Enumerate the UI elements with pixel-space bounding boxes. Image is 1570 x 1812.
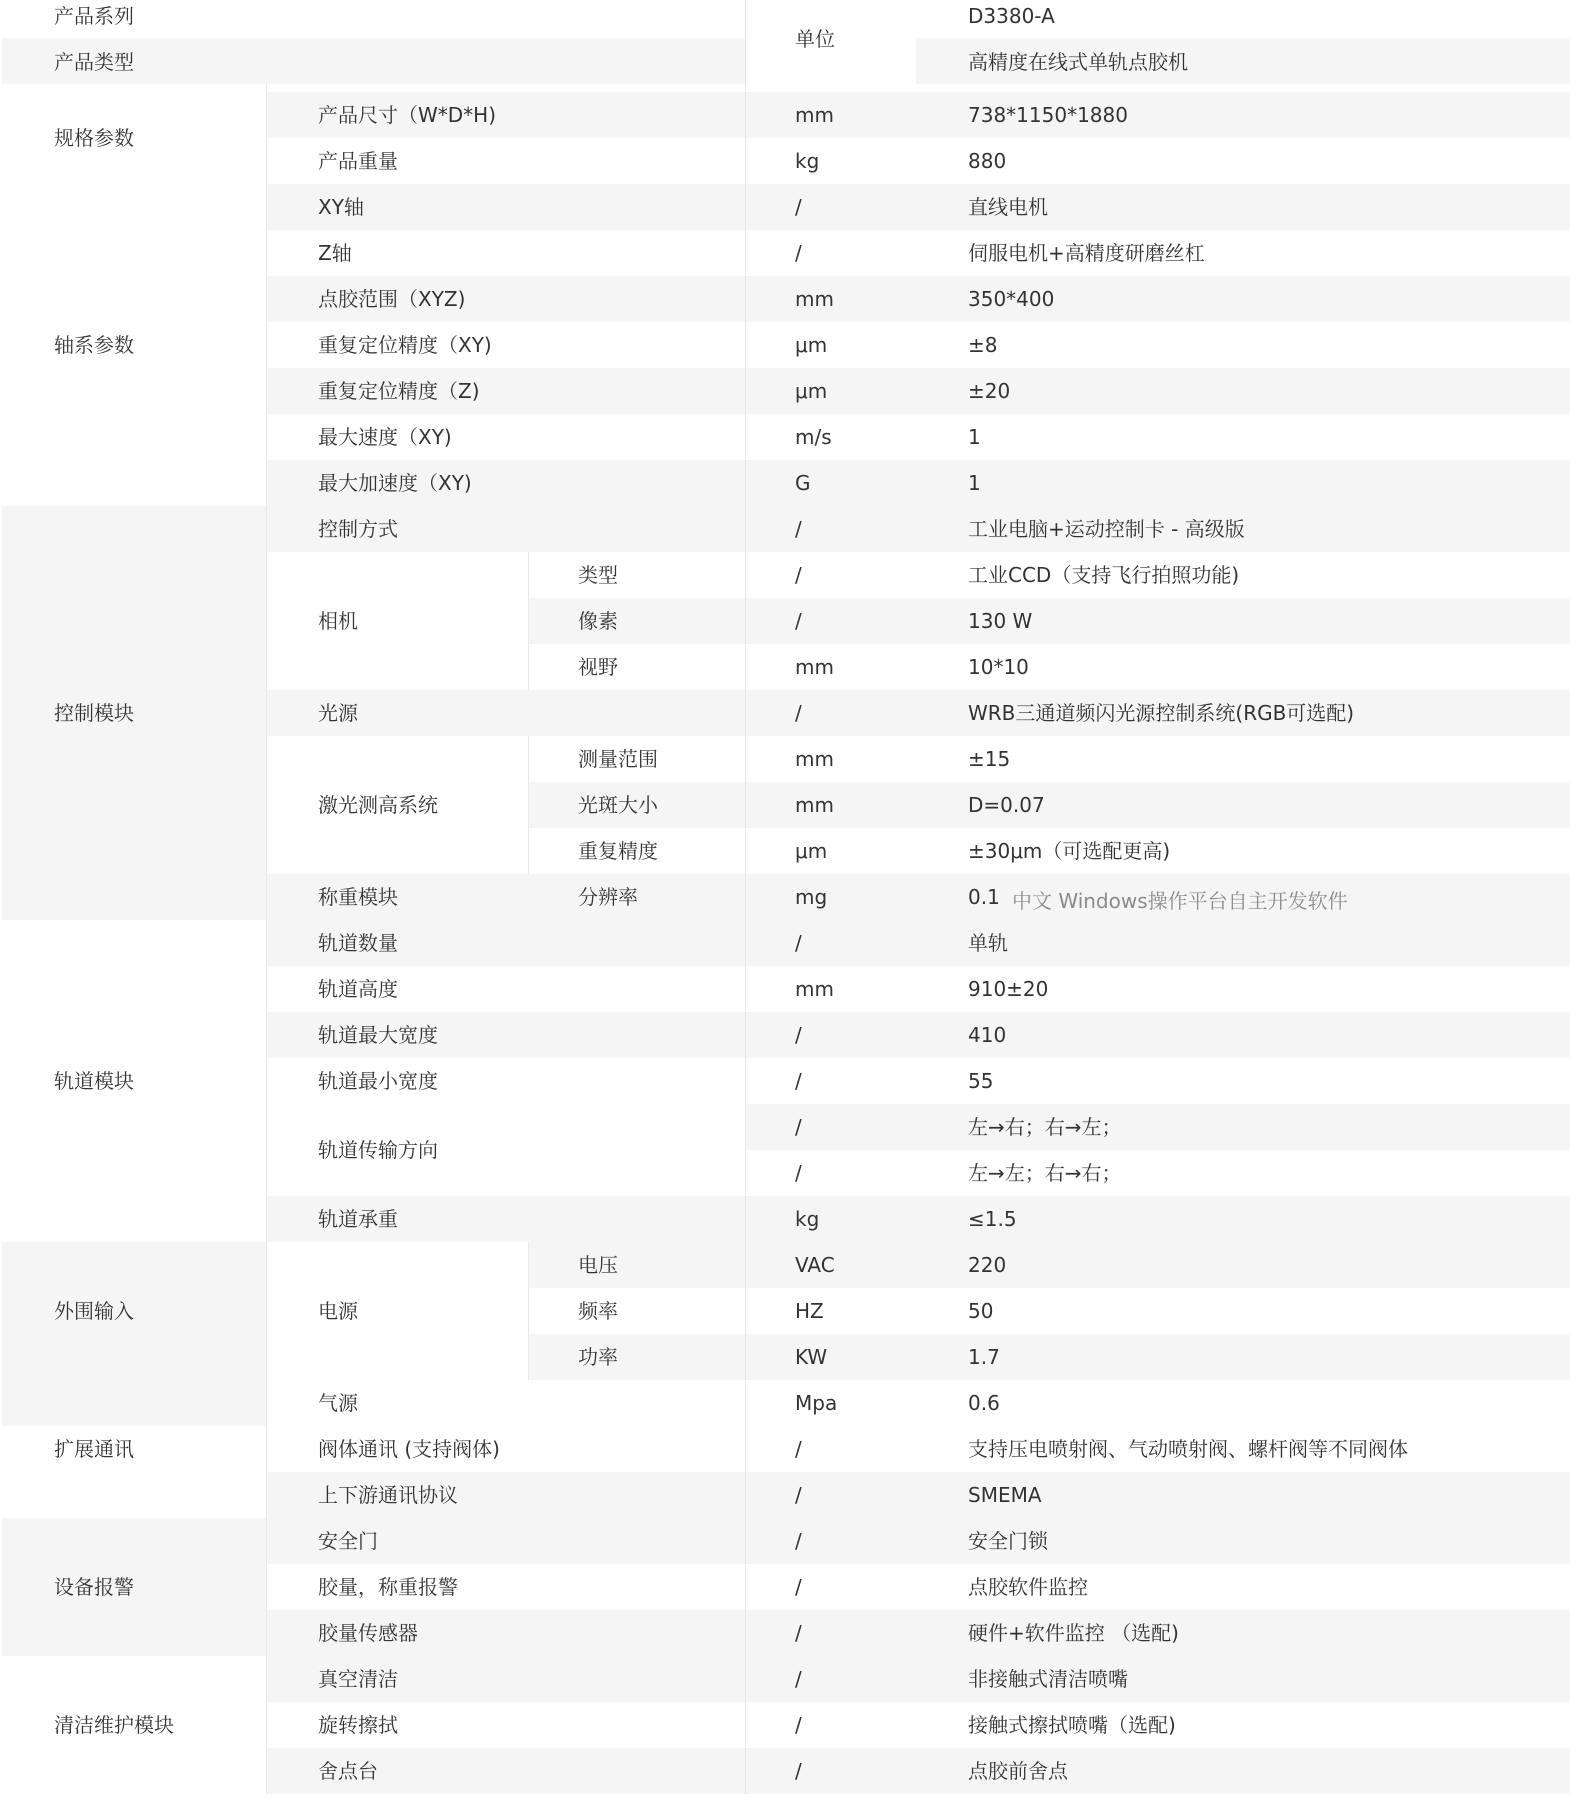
- row-value: 伺服电机+高精度研磨丝杠: [968, 241, 1205, 265]
- row-stripe: [266, 1196, 1570, 1242]
- row-value: 880: [968, 149, 1007, 173]
- row-unit: μm: [795, 379, 828, 403]
- row-value: 点胶软件监控: [968, 1575, 1088, 1599]
- category-label: 清洁维护模块: [54, 1713, 174, 1737]
- row-unit: /: [795, 1759, 802, 1783]
- row-name: 胶量传感器: [318, 1621, 418, 1645]
- row-sub-name: 功率: [578, 1345, 618, 1369]
- row-name: 上下游通讯协议: [318, 1483, 458, 1507]
- row-unit: mm: [795, 103, 834, 127]
- row-stripe: [266, 1012, 1570, 1058]
- row-value: 50: [968, 1299, 994, 1323]
- row-name: 轨道最大宽度: [318, 1023, 438, 1047]
- power-group-cell: [266, 1242, 528, 1380]
- row-name: 最大加速度（XY): [318, 471, 472, 495]
- row-unit: mm: [795, 793, 834, 817]
- row-stripe: [266, 1472, 1570, 1518]
- row-unit: /: [795, 1483, 802, 1507]
- row-unit: KW: [795, 1345, 828, 1369]
- row-unit: /: [795, 195, 802, 219]
- row-unit: /: [795, 1713, 802, 1737]
- row-unit: /: [795, 1161, 802, 1185]
- row-value: WRB三通道频闪光源控制系统(RGB可选配): [968, 701, 1355, 725]
- row-value: 220: [968, 1253, 1007, 1277]
- row-value: 直线电机: [968, 195, 1048, 219]
- laser-label: 激光测高系统: [318, 793, 438, 817]
- row-name: 轨道最小宽度: [318, 1069, 438, 1093]
- row-name: 光源: [318, 701, 358, 725]
- row-name: 点胶范围（XYZ): [318, 287, 466, 311]
- row-sub-name: 光斑大小: [578, 793, 658, 817]
- row-unit: mm: [795, 747, 834, 771]
- row-unit: mm: [795, 977, 834, 1001]
- row-name: XY轴: [318, 195, 364, 219]
- row-sub-name: 视野: [578, 655, 618, 679]
- row-unit: /: [795, 517, 802, 541]
- row-value: 非接触式清洁喷嘴: [968, 1667, 1128, 1691]
- row-unit: /: [795, 1575, 802, 1599]
- category-label: 设备报警: [54, 1575, 134, 1599]
- row-name: Z轴: [318, 241, 352, 265]
- row-name: 控制方式: [318, 517, 398, 541]
- row-value: 支持压电喷射阀、气动喷射阀、螺杆阀等不同阀体: [968, 1437, 1408, 1461]
- row-value: ≤1.5: [968, 1207, 1017, 1231]
- row-value: 点胶前舍点: [968, 1759, 1068, 1783]
- row-unit: VAC: [795, 1253, 835, 1277]
- camera-label: 相机: [318, 609, 358, 633]
- row-stripe: [266, 184, 1570, 230]
- row-unit: /: [795, 701, 802, 725]
- row-name: 阀体通讯 (支持阀体): [318, 1437, 500, 1461]
- row-value: 工业电脑+运动控制卡 - 高级版: [968, 517, 1245, 541]
- row-name: 重复定位精度（Z): [318, 379, 480, 403]
- row-value: ±15: [968, 747, 1011, 771]
- row-unit: mm: [795, 287, 834, 311]
- row-value: 738*1150*1880: [968, 103, 1128, 127]
- row-stripe: [266, 1748, 1570, 1794]
- spec-table: [2, 0, 1570, 1812]
- row-name: 称重模块: [318, 885, 398, 909]
- row-unit: /: [795, 1437, 802, 1461]
- row-name: 胶量，称重报警: [318, 1575, 458, 1599]
- row-sub-name: 测量范围: [578, 747, 658, 771]
- row-value: 1: [968, 425, 981, 449]
- row-name: 产品尺寸（W*D*H): [318, 103, 497, 127]
- row-value: 安全门锁: [968, 1529, 1048, 1553]
- row-sub-name: 像素: [578, 609, 618, 633]
- row-name: 轨道承重: [318, 1207, 398, 1231]
- row-unit: HZ: [795, 1299, 824, 1323]
- row-name: 气源: [318, 1391, 358, 1415]
- row-white: [266, 1380, 1570, 1426]
- row-unit: /: [795, 1069, 802, 1093]
- category-label: 控制模块: [54, 701, 134, 725]
- row-value: 硬件+软件监控 （选配): [968, 1621, 1179, 1645]
- col-sep-sub-b: [528, 736, 529, 874]
- row-name: 安全门: [318, 1529, 378, 1553]
- row-value: ±20: [968, 379, 1011, 403]
- product-series-label: 产品系列: [54, 4, 134, 28]
- product-type-value: 高精度在线式单轨点胶机: [968, 50, 1188, 74]
- row-name: 轨道高度: [318, 977, 398, 1001]
- row-unit: μm: [795, 333, 828, 357]
- unit-header: 单位: [795, 27, 835, 51]
- header-divider: [745, 0, 746, 84]
- row-unit: /: [795, 1621, 802, 1645]
- row-name: 轨道数量: [318, 931, 398, 955]
- row-unit: /: [795, 1667, 802, 1691]
- overlap-text: 中文 Windows操作平台自主开发软件: [1012, 889, 1348, 913]
- row-stripe: [266, 1656, 1570, 1702]
- col-sep-1: [266, 84, 267, 1794]
- row-unit: Mpa: [795, 1391, 838, 1415]
- product-type-label: 产品类型: [54, 50, 134, 74]
- row-value: 1: [968, 471, 981, 495]
- col-sep-3: [745, 84, 746, 1794]
- row-value: 910±20: [968, 977, 1049, 1001]
- row-value: 接触式擦拭喷嘴（选配): [968, 1713, 1176, 1737]
- row-unit: /: [795, 609, 802, 633]
- row-unit: /: [795, 1023, 802, 1047]
- row-value: 130 W: [968, 609, 1033, 633]
- row-unit: mm: [795, 655, 834, 679]
- row-value: 10*10: [968, 655, 1029, 679]
- row-value: 410: [968, 1023, 1007, 1047]
- row-value: 单轨: [968, 931, 1008, 955]
- col-sep-sub-c: [528, 1242, 529, 1380]
- category-label: 轨道模块: [54, 1069, 134, 1093]
- row-unit: kg: [795, 1207, 820, 1231]
- category-label: 轴系参数: [54, 333, 134, 357]
- camera-group-cell: [266, 552, 528, 690]
- row-unit: /: [795, 563, 802, 587]
- row-value: 左→右；右→左；: [968, 1115, 1122, 1139]
- category-label: 外围输入: [54, 1299, 134, 1323]
- row-unit: G: [795, 471, 811, 495]
- row-sub-name: 重复精度: [578, 839, 658, 863]
- row-unit: μm: [795, 839, 828, 863]
- row-sub-name: 频率: [578, 1299, 618, 1323]
- row-unit: kg: [795, 149, 820, 173]
- power-label: 电源: [318, 1299, 358, 1323]
- track-direction-label: 轨道传输方向: [318, 1138, 438, 1162]
- row-name: 最大速度（XY): [318, 425, 452, 449]
- row-value: 1.7: [968, 1345, 1000, 1369]
- row-unit: /: [795, 931, 802, 955]
- row-unit: mg: [795, 885, 828, 909]
- row-name: 重复定位精度（XY): [318, 333, 492, 357]
- row-stripe: [266, 920, 1570, 966]
- row-name: 舍点台: [318, 1759, 378, 1783]
- category-label: 规格参数: [54, 126, 134, 150]
- row-unit: m/s: [795, 425, 832, 449]
- model-value: D3380-A: [968, 4, 1055, 28]
- row-value: 0.1: [968, 885, 1000, 909]
- row-sub-name: 类型: [578, 563, 618, 587]
- row-sub-name: 分辨率: [578, 885, 638, 909]
- row-value: 55: [968, 1069, 994, 1093]
- row-value: SMEMA: [968, 1483, 1042, 1507]
- row-sub-name: 电压: [578, 1253, 618, 1277]
- row-value: 0.6: [968, 1391, 1000, 1415]
- row-name: 旋转擦拭: [318, 1713, 398, 1737]
- row-white: [266, 1564, 1570, 1610]
- row-value: 左→左；右→右；: [968, 1161, 1122, 1185]
- row-value: D=0.07: [968, 793, 1045, 817]
- row-unit: /: [795, 241, 802, 265]
- row-name: 产品重量: [318, 149, 398, 173]
- row-value: ±8: [968, 333, 998, 357]
- row-name: 真空清洁: [318, 1667, 398, 1691]
- row-value: 工业CCD（支持飞行拍照功能): [968, 563, 1240, 587]
- col-sep-sub-a: [528, 552, 529, 690]
- row-value: 350*400: [968, 287, 1055, 311]
- row-value: ±30μm（可选配更高): [968, 839, 1171, 863]
- row-unit: /: [795, 1115, 802, 1139]
- row-unit: /: [795, 1529, 802, 1553]
- category-label: 扩展通讯: [54, 1437, 134, 1461]
